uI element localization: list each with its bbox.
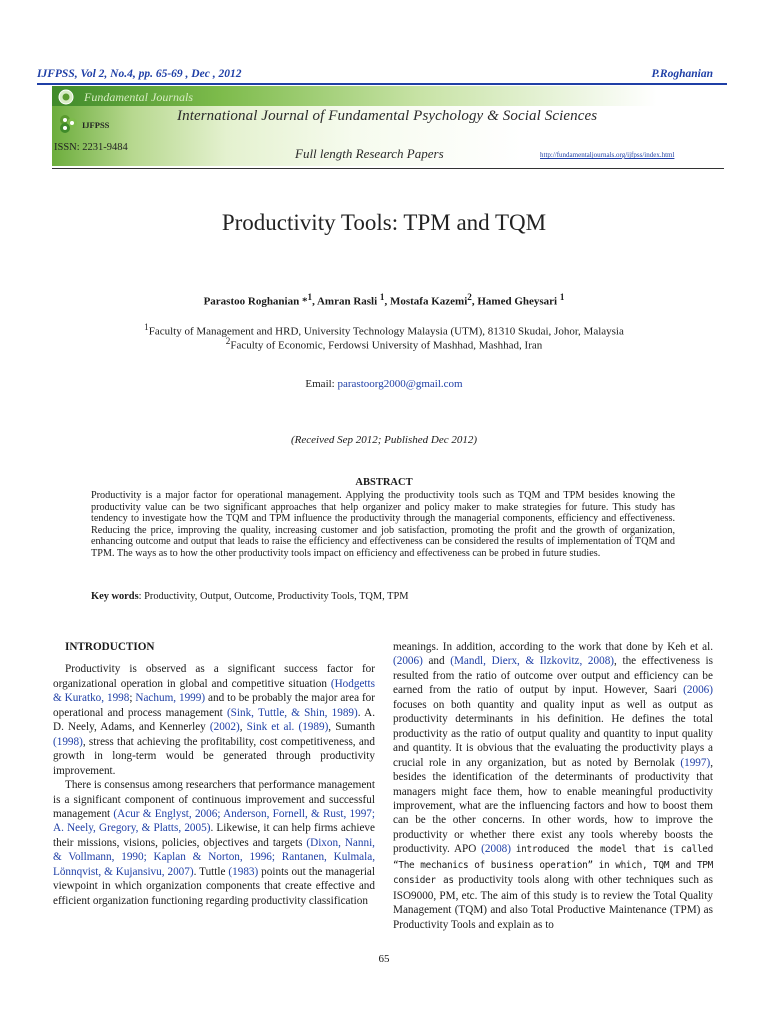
- email-label: Email:: [305, 378, 338, 390]
- text-span: , the effectiveness is resulted from the ratio of outcome over output and efficiency can be earned from the ratio of output by input. However, Saari: [393, 655, 713, 697]
- banner-rule: [52, 168, 724, 169]
- paragraph: [393, 640, 713, 932]
- text-span: introduced the model that is called “The mechanics of business operation” in which, TQM and TPM consider as: [393, 844, 713, 887]
- banner-subtitle: Full length Research Papers: [295, 146, 444, 161]
- citation-link[interactable]: (Mandl, Dierx, & Ilzkovitz, 2008): [450, 655, 615, 668]
- text-span: ;: [129, 692, 136, 705]
- author-name: Parastoo Roghanian *: [203, 295, 308, 308]
- author-affiliation-mark: 1: [307, 292, 313, 302]
- text-span: points out the managerial viewpoint in which organization components that create effective and efficient organization functioning regarding productivity classification: [53, 865, 376, 907]
- abstract-heading: ABSTRACT: [355, 477, 413, 488]
- affiliation-2: $^2$Faculty of Economic, Ferdowsi University of Mashhad, Mashhad, Iran: [225, 336, 543, 352]
- paper-title: Productivity Tools: TPM and TQM: [221, 210, 547, 235]
- text-span: . Likewise, it can help firms achieve their missions, visions, policies, objectives and targets: [53, 822, 375, 849]
- citation-link[interactable]: (Sink, Tuttle, & Shin, 1989): [226, 706, 358, 719]
- citation-link[interactable]: (Dixon, Nanni, & Vollmann, 1990; Kaplan & Norton, 1996; Rantanen, Kulmala, Lönnqvist, & Kujansivu, 2007): [53, 836, 375, 878]
- banner-logo-text: IJFPSS: [82, 120, 110, 130]
- clover-logo-icon: [58, 114, 78, 136]
- text-span: ,: [239, 721, 247, 734]
- received-dates: (Received Sep 2012; Published Dec 2012): [290, 434, 477, 446]
- affiliation-1: $^1$Faculty of Management and HRD, University Technology Malaysia (UTM), 81310 Skudai, Johor, Malaysia: [144, 322, 624, 338]
- citation-link[interactable]: (1997): [680, 756, 711, 769]
- citation-link[interactable]: (Hodgetts & Kuratko, 1998: [53, 677, 375, 705]
- journal-banner: [52, 86, 724, 166]
- citation-link[interactable]: (2002): [209, 721, 240, 734]
- text-span: and: [422, 655, 451, 668]
- text-span: , Sumanth: [328, 721, 375, 734]
- citation-link[interactable]: (2006): [683, 684, 713, 697]
- keywords-label: Key words: [91, 591, 139, 602]
- author-list: [0, 292, 768, 308]
- citation-link[interactable]: Sink et al. (1989): [246, 721, 329, 734]
- email-link[interactable]: parastoorg2000@gmail.com: [337, 378, 463, 390]
- journal-url-link[interactable]: http://fundamentaljournals.org/ijfpss/index.html: [540, 151, 675, 159]
- running-header-author: P.Roghanian: [651, 68, 713, 80]
- email-line: [0, 378, 768, 390]
- paragraph: [53, 778, 375, 908]
- abstract-text: Productivity is a major factor for operational management. Applying the productivity tools such as TQM and TPM besides knowing the productivity value can be two significant approaches that help organizer and policy maker to make strategies for future. This study has tendency to investigate how the TQM and TPM influence the productivity through the managerial components, efficiency and effectiveness. Reducing the price, improving the quality, increasing customer and job satisfaction, promoting the profit and the growth of organization, enhancing outcome and output that leads to raise the efficiency and effectiveness can be considered the results of implementation of TQM and TPM. The ways as to how the other productivity tools impact on efficiency and effectiveness can be probed in future studies.: [91, 490, 675, 559]
- banner-faded-text: Fundamental Journals: [84, 90, 193, 104]
- text-span: and to be probably the major area for operational and process management: [53, 692, 375, 719]
- journal-name: International Journal of Fundamental Psychology & Social Sciences: [177, 108, 598, 124]
- section-heading-introduction: INTRODUCTION: [65, 641, 155, 653]
- keywords-list: : Productivity, Output, Outcome, Productivity Tools, TQM, TPM: [138, 591, 409, 602]
- text-span: focuses on both quantity and quality input as well as output as productivity determinants in his definition. He defines the total productivity as the ratio of output quality and quantity to input quality and quantity. It is obvious that the evaluating the productivity plays a crucial role in any organization, but as noted by Bernolak: [393, 698, 713, 769]
- text-span: , besides the identification of the determinants of productivity that managers might face them, how to enable meaningful productivity improvement, what are the influencing factors and how to boost them can be the other concerns. In other words, how to improve the productivity or whether there exist any tools whereby boosts the productivity. APO: [393, 756, 713, 856]
- citation-link[interactable]: (2008): [481, 843, 511, 856]
- header-rule: [37, 83, 727, 85]
- author-affiliation-mark: 1: [379, 292, 385, 302]
- body-column-left: [53, 640, 375, 908]
- author-name: , Mostafa Kazemi: [384, 295, 468, 308]
- text-span: productivity tools along with other techniques such as ISO9000, PM, etc. The aim of this study is to review the Total Quality Management (TQM) and also Total Productive Maintenance (TPM) as Productivity Tools and explain as to: [393, 874, 714, 931]
- paragraph: [53, 662, 375, 778]
- text-span: Productivity is observed as a significant success factor for organizational operation in global and competitive situation: [53, 663, 375, 690]
- text-span: . A. D. Neely, Adams, and Kennerley: [53, 706, 376, 734]
- citation-link[interactable]: (1998): [53, 735, 83, 748]
- text-span: , stress that achieving the profitability, cost competitiveness, and growth in long-term would be generated through productivity improvement.: [53, 735, 375, 777]
- issn: ISSN: 2231-9484: [54, 142, 128, 153]
- citation-link[interactable]: (2006): [393, 655, 423, 668]
- citation-link[interactable]: (Acur & Englyst, 2006; Anderson, Fornell, & Rust, 1997; A. Neely, Gregory, & Platts, 2005): [53, 807, 375, 835]
- body-column-right: [393, 640, 713, 932]
- keywords: [91, 591, 681, 602]
- page-number: 65: [378, 953, 390, 965]
- citation-link[interactable]: (1983): [228, 865, 259, 878]
- author-affiliation-mark: 1: [559, 292, 565, 302]
- text-span: There is consensus among researchers that performance management is a significant component of continuous improvement and successful management: [53, 779, 375, 820]
- globe-logo-icon: [58, 89, 74, 105]
- author-affiliation-mark: 2: [467, 292, 472, 302]
- author-name: , Hamed Gheysari: [471, 295, 560, 308]
- text-span: . Tuttle: [193, 865, 229, 878]
- text-span: meanings. In addition, according to the work that done by Keh et al.: [393, 641, 713, 653]
- author-name: , Amran Rasli: [312, 295, 380, 308]
- citation-link[interactable]: Nachum, 1999): [135, 692, 206, 705]
- running-header-citation: IJFPSS, Vol 2, No.4, pp. 65-69 , Dec , 2012: [37, 68, 242, 80]
